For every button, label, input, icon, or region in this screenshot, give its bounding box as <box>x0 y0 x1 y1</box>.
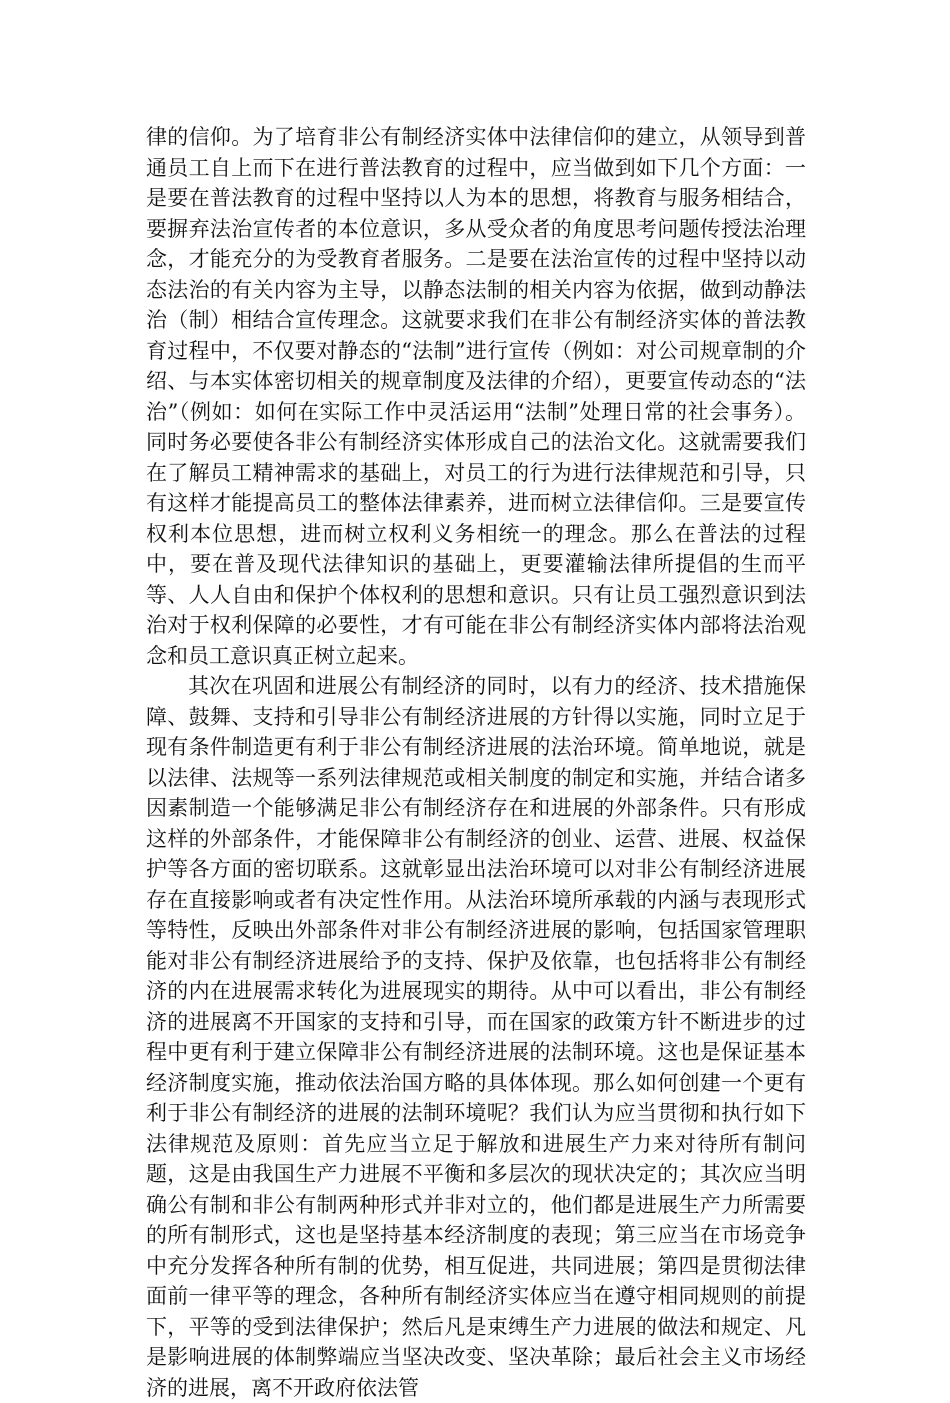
paragraph-continuation: 律的信仰。为了培育非公有制经济实体中法律信仰的建立，从领导到普通员工自上而下在进行普法教育的过程中，应当做到如下几个方面：一是要在普法教育的过程中坚持以人为本的思想，将教育与服务相结合，要摒弃法治宣传者的本位意识，多从受众者的角度思考问题传授法治理念，才能充分的为受教育者服务。二是要在法治宣传的过程中坚持以动态法治的有关内容为主导，以静态法制的相关内容为依据，做到动静法治（制）相结合宣传理念。这就要求我们在非公有制经济实体的普法教育过程中，不仅要对静态的“法制”进行宣传（例如：对公司规章制的介绍、与本实体密切相关的规章制度及法律的介绍），更要宣传动态的“法治”（例如：如何在实际工作中灵活运用“法制”处理日常的社会事务）。同时务必要使各非公有制经济实体形成自己的法治文化。这就需要我们在了解员工精神需求的基础上，对员工的行为进行法律规范和引导，只有这样才能提高员工的整体法律素养，进而树立法律信仰。三是要宣传权利本位思想，进而树立权利义务相统一的理念。那么在普法的过程中，要在普及现代法律知识的基础上，更要灌输法律所提倡的生而平等、人人自由和保护个体权利的思想和意识。只有让员工强烈意识到法治对于权利保障的必要性，才有可能在非公有制经济实体内部将法治观念和员工意识真正树立起来。 <box>146 125 806 668</box>
paragraph-body: 其次在巩固和进展公有制经济的同时，以有力的经济、技术措施保障、鼓舞、支持和引导非公有制经济进展的方针得以实施，同时立足于现有条件制造更有利于非公有制经济进展的法治环境。简单地说，就是以法律、法规等一系列法律规范或相关制度的制定和实施，并结合诸多因素制造一个能够满足非公有制经济存在和进展的外部条件。只有形成这样的外部条件，才能保障非公有制经济的创业、运营、进展、权益保护等各方面的密切联系。这就彰显出法治环境可以对非公有制经济进展存在直接影响或者有决定性作用。从法治环境所承载的内涵与表现形式等特性，反映出外部条件对非公有制经济进展的影响，包括国家管理职能对非公有制经济进展给予的支持、保护及依靠，也包括将非公有制经济的内在进展需求转化为进展现实的期待。从中可以看出，非公有制经济的进展离不开国家的支持和引导，而在国家的政策方针不断进步的过程中更有利于建立保障非公有制经济进展的法制环境。这也是保证基本经济制度实施，推动依法治国方略的具体体现。那么如何创建一个更有利于非公有制经济的进展的法制环境呢？我们认为应当贯彻和执行如下法律规范及原则：首先应当立足于解放和进展生产力来对待所有制问题，这是由我国生产力进展不平衡和多层次的现状决定的；其次应当明确公有制和非公有制两种形式并非对立的，他们都是进展生产力所需要的所有制形式，这也是坚持基本经济制度的表现；第三应当在市场竞争中充分发挥各种所有制的优势，相互促进，共同进展；第四是贯彻法律面前一律平等的理念，各种所有制经济实体应当在遵守相同规则的前提下，平等的受到法律保护；然后凡是束缚生产力进展的做法和规定、凡是影响进展的体制弊端应当坚决改变、坚决革除；最后社会主义市场经济的进展，离不开政府依法管 <box>146 674 806 1400</box>
document-page <box>146 122 806 1403</box>
